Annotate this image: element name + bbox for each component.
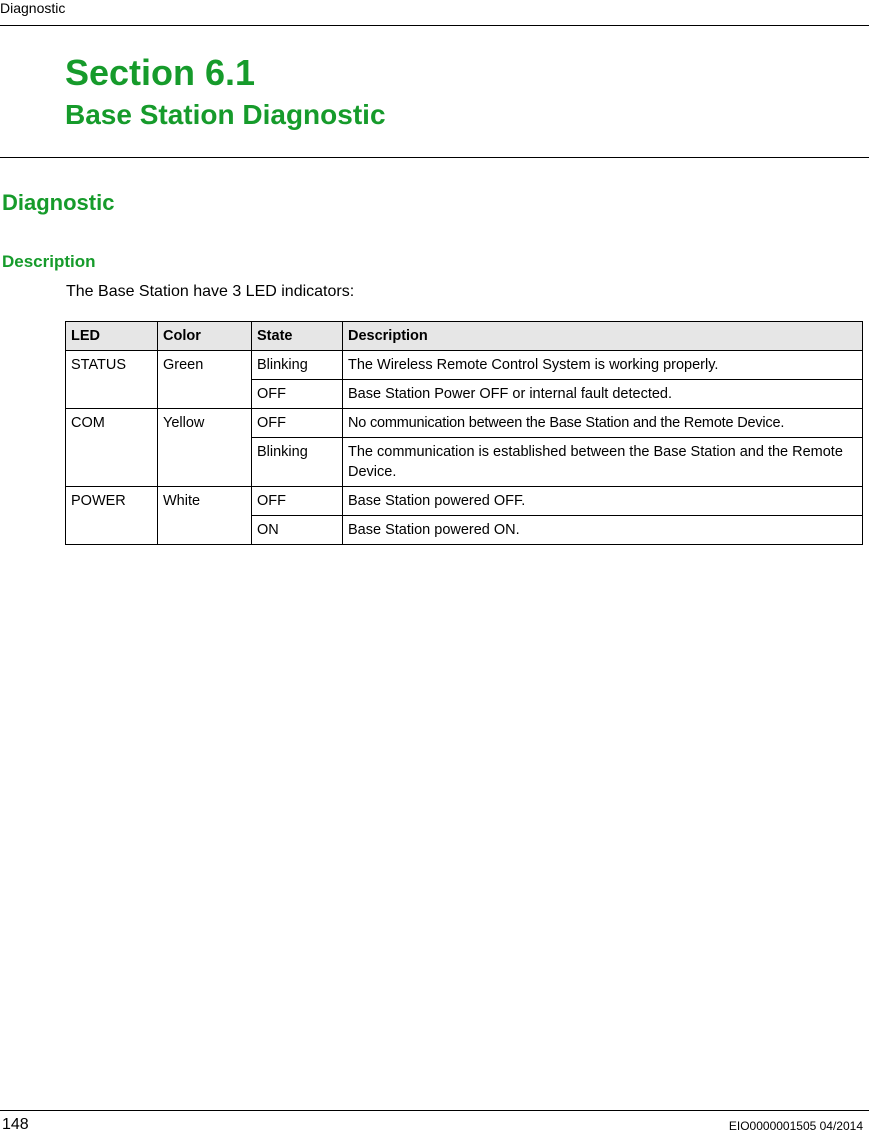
column-header-led: LED [66,322,158,351]
topic-heading: Diagnostic [2,190,115,215]
led-description-cell: The communication is established between the Base Station and the Remote Device. [343,438,863,487]
header-rule [0,25,869,26]
led-state-cell: OFF [252,380,343,409]
column-header-state: State [252,322,343,351]
led-name-cell: COM [66,409,158,487]
page-number: 148 [2,1116,29,1133]
section-number: Section 6.1 [65,52,256,93]
section-title: Base Station Diagnostic [65,99,386,130]
led-description-cell: Base Station Power OFF or internal fault detected. [343,380,863,409]
led-state-cell: ON [252,516,343,545]
column-header-description: Description [343,322,863,351]
description-subheading: Description [2,252,96,271]
led-name-cell: POWER [66,487,158,545]
led-state-cell: Blinking [252,351,343,380]
table-row [66,487,863,516]
intro-paragraph: The Base Station have 3 LED indicators: [66,283,355,300]
table-row [66,351,863,380]
led-description-cell: Base Station powered OFF. [343,487,863,516]
led-state-cell: OFF [252,409,343,438]
led-state-cell: OFF [252,487,343,516]
running-header: Diagnostic [0,0,66,16]
table-header-row [66,322,863,351]
table-row [66,409,863,438]
led-state-cell: Blinking [252,438,343,487]
section-rule [0,157,869,158]
led-indicator-table [65,321,863,545]
led-color-cell: White [158,487,252,545]
footer-rule [0,1110,869,1111]
led-description-cell: No communication between the Base Station and the Remote Device. [343,409,863,438]
led-description-cell: Base Station powered ON. [343,516,863,545]
document-reference: EIO0000001505 04/2014 [728,1119,863,1133]
column-header-color: Color [158,322,252,351]
led-color-cell: Green [158,351,252,409]
led-color-cell: Yellow [158,409,252,487]
led-name-cell: STATUS [66,351,158,409]
led-description-cell: The Wireless Remote Control System is working properly. [343,351,863,380]
